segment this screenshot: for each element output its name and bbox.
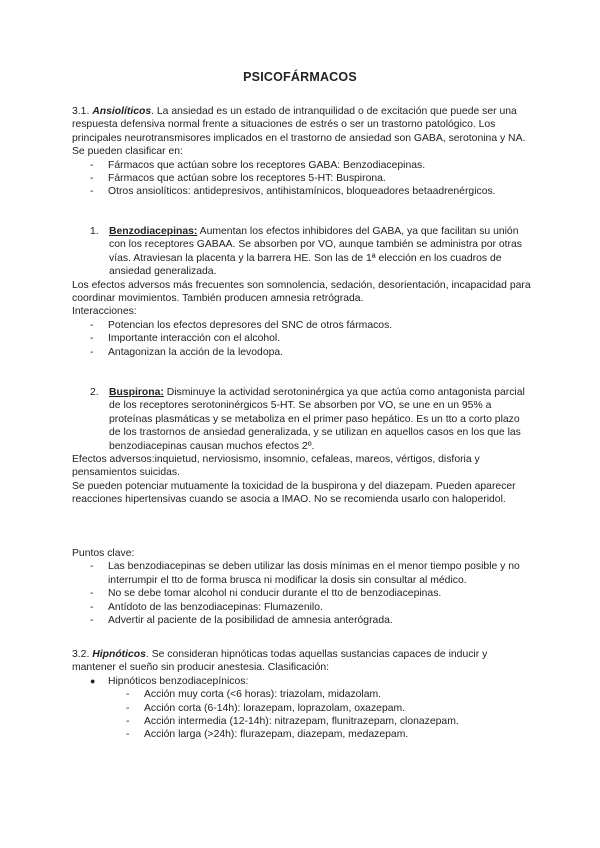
benzo-interactions-label: Interacciones:	[72, 306, 137, 318]
benzo-term: Benzodiacepinas:	[109, 226, 198, 237]
section-hipnoticos	[72, 648, 532, 742]
list-item: - Importante interacción con el alcohol.	[90, 333, 281, 345]
section-term: Hipnóticos	[92, 649, 146, 660]
buspi-term: Buspirona:	[109, 387, 164, 398]
section-number: 3.2.	[72, 649, 90, 660]
section-benzodiacepinas	[72, 225, 532, 359]
list-item: - Antídoto de las benzodiacepinas: Flumazenilo.	[90, 601, 323, 613]
section-key-points	[72, 547, 532, 627]
list-item: - Otros ansiolíticos: antidepresivos, antihistamínicos, bloqueadores betaadrenérgicos.	[90, 186, 496, 198]
section-term: Ansiolíticos	[92, 106, 152, 117]
list-item: - Acción corta (6-14h): lorazepam, loprazolam, oxazepam.	[126, 702, 406, 714]
list-item: - Antagonizan la acción de la levodopa.	[90, 346, 284, 358]
list-item: - Potencian los efectos depresores del SNC de otros fármacos.	[90, 319, 393, 331]
section-buspirona	[72, 386, 532, 507]
keypoints-label: Puntos clave:	[72, 548, 135, 559]
list-item: - Fármacos que actúan sobre los receptores 5-HT: Buspirona.	[90, 173, 386, 185]
intro-text: . La ansiedad es un estado de intranquilidad o de excitación que puede ser una respuesta defensiva normal frente a situaciones de estrés o ser un trastorno patológico. Los principales neurotransmisores implicados en el trastorno de ansiedad son GABA, serotonina y NA. Se pueden clasificar en:	[72, 106, 526, 158]
list-item: - No se debe tomar alcohol ni conducir durante el tto de benzodiacepinas.	[90, 588, 442, 600]
list-item: ● Hipnóticos benzodiacepínicos:	[90, 675, 249, 687]
list-item: - Fármacos que actúan sobre los receptores GABA: Benzodiacepinas.	[90, 159, 426, 171]
page-title: PSICOFÁRMACOS	[243, 70, 357, 84]
list-item: - Advertir al paciente de la posibilidad de amnesia anterógrada.	[90, 615, 393, 627]
section-ansioliticos	[72, 105, 532, 199]
section-number: 3.1.	[72, 106, 90, 117]
list-item: - Acción larga (>24h): flurazepam, diazepam, medazepam.	[126, 729, 409, 741]
benzo-adverse-effects: Los efectos adversos más frecuentes son somnolencia, sedación, desorientación, incapacidad para coordinar movimientos. También producen amnesia retrógrada.	[72, 279, 531, 305]
buspi-adverse-effects: Efectos adversos:inquietud, nerviosismo, insomnio, cefaleas, mareos, vértigos, disforia y pensamientos suicidas.	[72, 454, 480, 479]
buspi-description: 2. Buspirona: Disminuye la actividad serotoninérgica ya que actúa como antagonista parcial de los receptores serotoninérgicos 5-HT. Se absorben por VO, se une en un 95% a proteínas plasmáticas y se metaboliza en el primer paso hepático. Es un tto a corto plazo de los trastornos de ansiedad generalizada, y se utilizan en aquellos casos en los que las benzodiacepinas causan muchos efectos 2º.	[90, 387, 525, 452]
list-item: - Las benzodiacepinas se deben utilizar las dosis mínimas en el menor tiempo posible y no interrumpir el tto de forma brusca ni modificar la dosis sin consultar al médico.	[90, 561, 520, 586]
ansioliticos-intro	[72, 105, 532, 159]
list-item: - Acción muy corta (<6 horas): triazolam, midazolam.	[126, 689, 382, 701]
hipnoticos-intro: 3.2. Hipnóticos. Se consideran hipnóticas todas aquellas sustancias capaces de inducir y mantener el sueño sin producir anestesia. Clasificación:	[72, 649, 488, 674]
benzo-description: 1. Benzodiacepinas: Aumentan los efectos inhibidores del GABA, ya que facilitan su unión con los receptores GABAA. Se absorben por VO, aunque también se administra por otras vías. Atraviesan la placenta y la barrera HE. Son las de 1ª elección en los cuadros de ansiedad generalizada.	[90, 226, 522, 278]
list-item: - Acción intermedia (12-14h): nitrazepam, flunitrazepam, clonazepam.	[126, 716, 459, 728]
buspi-potentiation: Se pueden potenciar mutuamente la toxicidad de la buspirona y del diazepam. Pueden aparecer reacciones hipertensivas cuando se asocia a IMAO. No se recomienda usarlo con haloperidol.	[72, 480, 516, 506]
